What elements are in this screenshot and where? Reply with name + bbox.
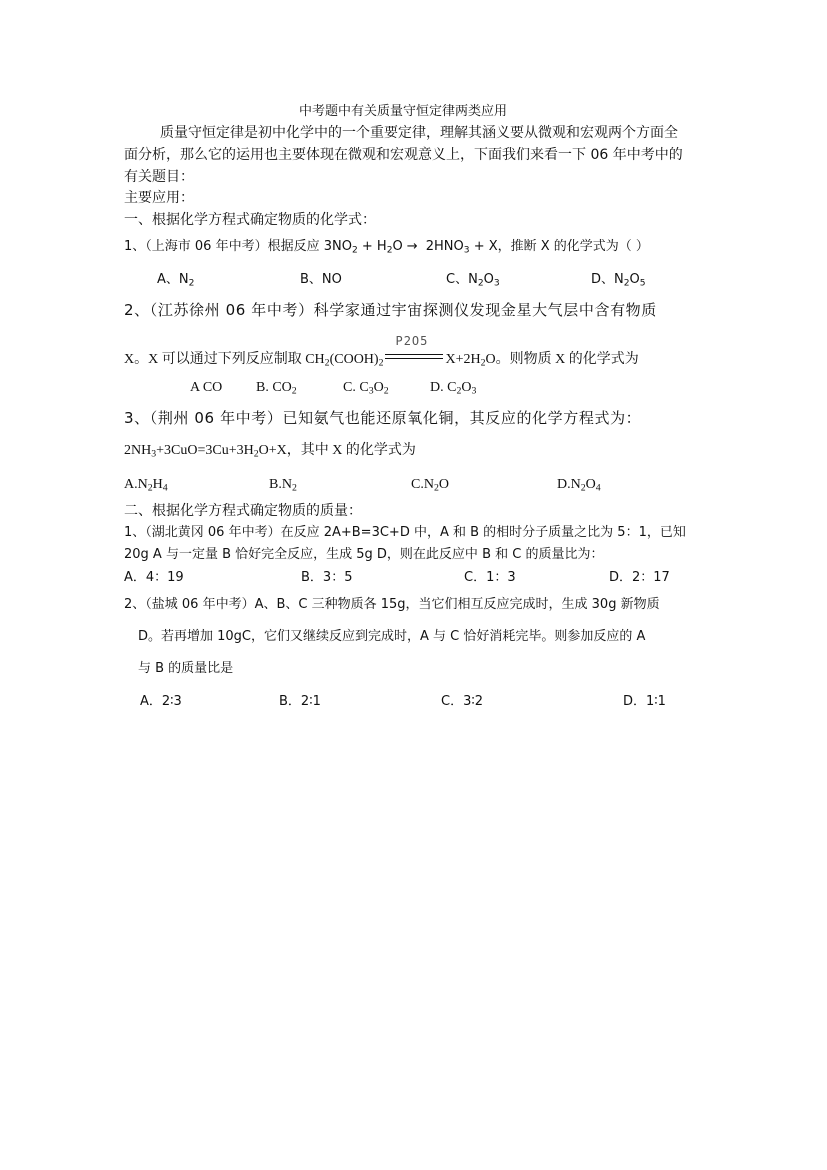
s1-q1-stem: 1、（上海市 06 年中考）根据反应 $3NO_2 + H_2O \to 2HNO_3 + X$，推断 X 的化学式为（ ） (124, 239, 649, 256)
s1-q1-option-a: A、$N_2$ (157, 272, 195, 289)
s2-q1-option-c: C．1：3 (464, 570, 516, 585)
s2-q1-option-a: A．4：19 (124, 570, 184, 585)
page-title: 中考题中有关质量守恒定律两类应用 (299, 104, 508, 119)
s2-q2-line-3: 与 B 的质量比是 (138, 661, 234, 676)
s2-q1-option-d: D．2：17 (609, 570, 670, 585)
s1-q3-line-2: $2NH_3+3CuO=3Cu+3H_2O+X$，其中 X 的化学式为 (124, 443, 416, 460)
s1-q3-option-c: $C.N_2O$ (411, 477, 449, 494)
s1-q2-line-1: 2、（江苏徐州 06 年中考）科学家通过宇宙探测仪发现金星大气层中含有物质 (124, 301, 657, 319)
intro-line-3: 有关题目： (124, 169, 194, 185)
s1-q2-option-d: D. $C_2O_3$ (430, 380, 477, 397)
s2-q2-option-d: D．1∶1 (623, 694, 666, 709)
s2-q1-line-2: 20g A 与一定量 B 恰好完全反应，生成 5g D，则在此反应中 B 和 C 的质量比为： (124, 547, 604, 562)
s1-q3-line-1: 3、（荆州 06 年中考）已知氨气也能还原氧化铜，其反应的化学方程式为： (124, 409, 642, 427)
s2-q2-line-2: D。若再增加 10gC，它们又继续反应到完成时，A 与 C 恰好消耗完毕。则参加反应的 A (138, 629, 646, 644)
s2-q1-line-1: 1、（湖北黄冈 06 年中考）在反应 2A+B=3C+D 中，A 和 B 的相时分子质量之比为 5：1，已知 (124, 525, 686, 540)
right-arrow-icon: → (406, 239, 418, 254)
s1-q1-option-b: B、NO (300, 272, 342, 287)
s2-q2-option-a: A．2∶3 (140, 694, 182, 709)
section1-heading: 一、根据化学方程式确定物质的化学式： (124, 212, 376, 228)
main-label: 主要应用： (124, 190, 194, 206)
intro-line-1: 质量守恒定律是初中化学中的一个重要定律，理解其涵义要从微观和宏观两个方面全 (160, 125, 678, 141)
s1-q2-option-b: B. $CO_2$ (256, 380, 297, 397)
catalyst-condition: P2O5 (385, 347, 443, 361)
s1-q3-option-b: $B.N_2$ (269, 477, 297, 494)
s2-q2-option-b: B．2∶1 (279, 694, 321, 709)
s1-q3-option-a: $A.N_2H_4$ (124, 477, 168, 494)
s2-q1-option-b: B．3：5 (301, 570, 353, 585)
s2-q2-option-c: C．3∶2 (441, 694, 484, 709)
intro-line-2: 面分析，那么它的运用也主要体现在微观和宏观意义上，下面我们来看一下 06 年中考中的 (124, 147, 683, 163)
s1-q2-option-a: A CO (190, 380, 223, 395)
section2-heading: 二、根据化学方程式确定物质的质量： (124, 503, 362, 519)
s1-q1-option-d: D、$N_2O_5$ (591, 272, 646, 289)
s1-q1-option-c: C、$N_2O_3$ (446, 272, 500, 289)
s1-q3-option-d: $D.N_2O_4$ (557, 477, 601, 494)
s1-q2-line-2: X。X 可以通过下列反应制取 $CH_2(COOH)_2$ P2O5 $X+2H_2O$。则物质 X 的化学式为 (124, 334, 639, 369)
s1-q2-option-c: C. $C_3O_2$ (343, 380, 389, 397)
s2-q2-line-1: 2、（盐城 06 年中考）A、B、C 三种物质各 15g，当它们相互反应完成时，生成 30g 新物质 (124, 597, 660, 612)
